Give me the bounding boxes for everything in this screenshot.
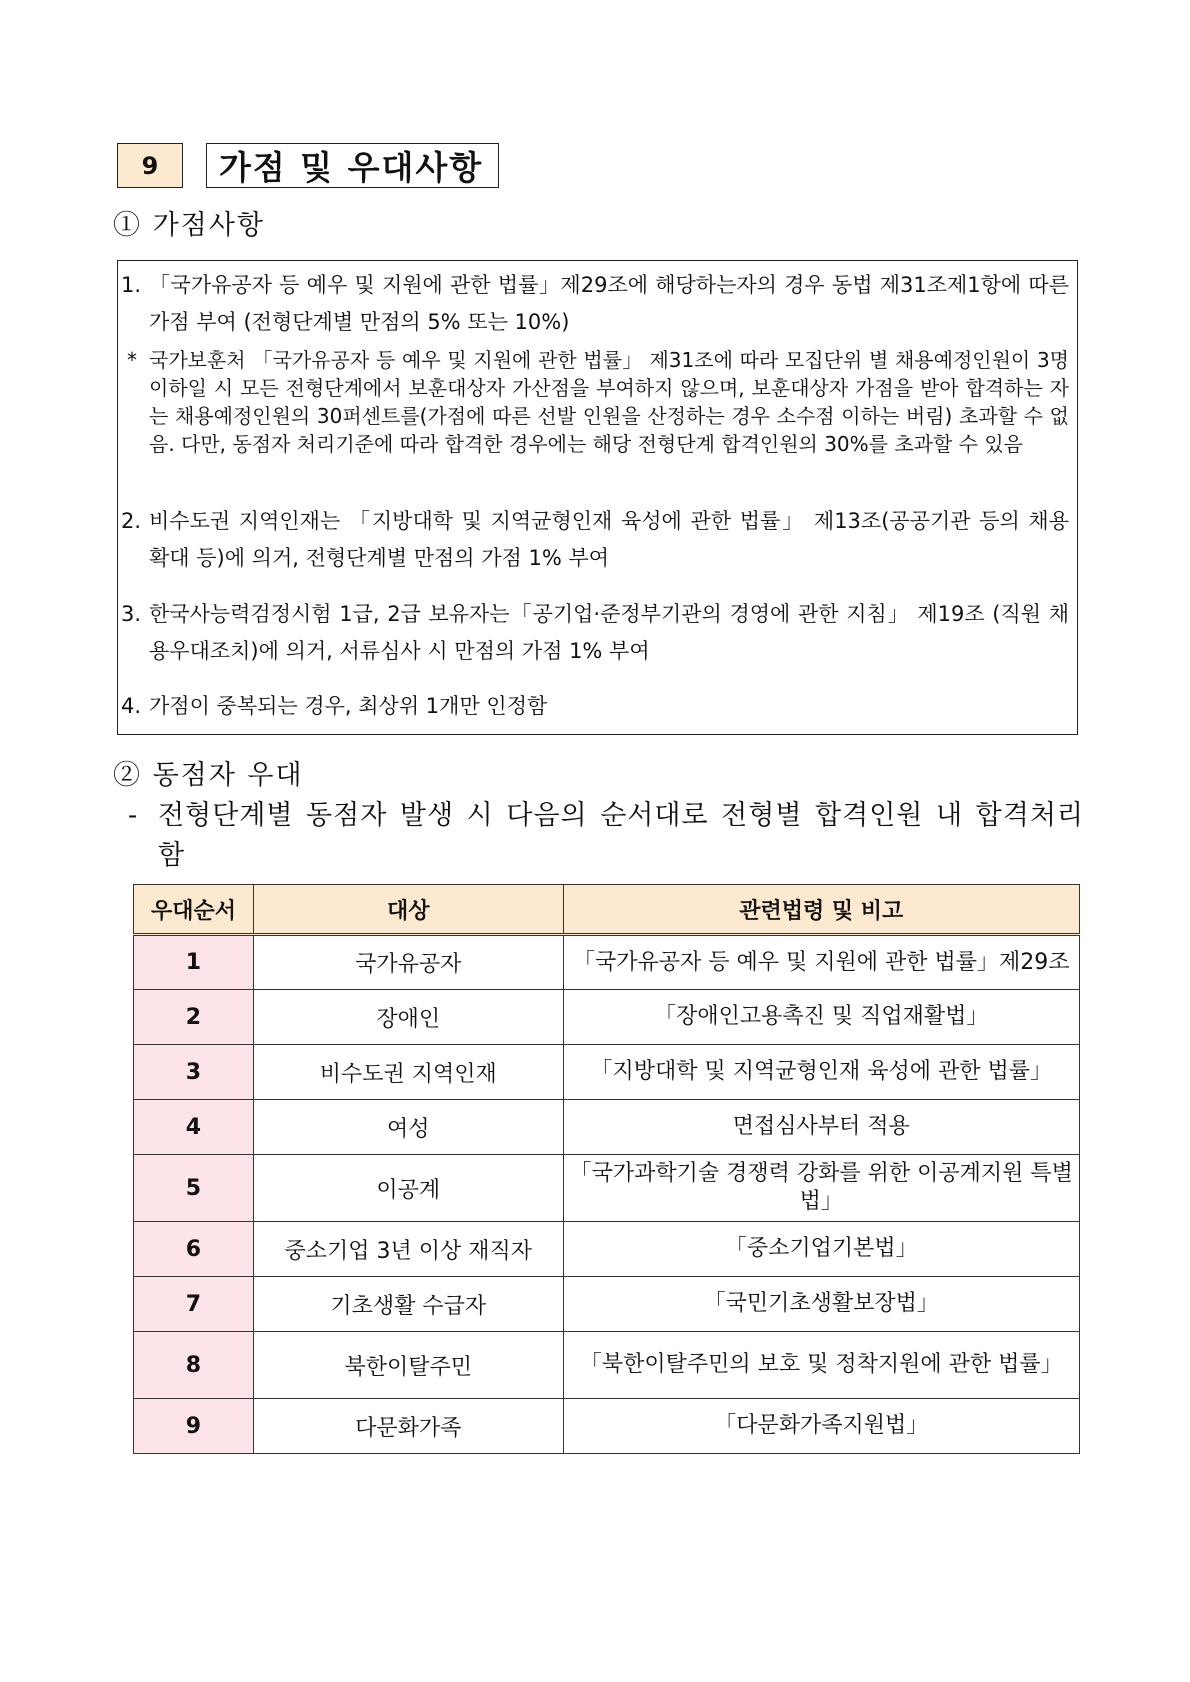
law-cell: 「다문화가족지원법」 [563,1399,1079,1454]
bonus-item-1 [121,267,1069,341]
target-cell: 북한이탈주민 [253,1332,563,1399]
header-order: 우대순서 [134,885,254,935]
target-cell: 다문화가족 [253,1399,563,1454]
bonus-item-3 [121,596,1069,670]
bonus-item-text: 한국사능력검정시험 1급, 2급 보유자는「공기업·준정부기관의 경영에 관한 지침」 제19조 (직원 채용우대조치)에 의거, 서류심사 시 만점의 가점 1% 부여 [149,602,1069,663]
section-number: 9 [117,143,183,188]
bonus-item-number: 3. [121,602,142,626]
table-row [134,1277,1080,1332]
order-cell: 9 [134,1399,254,1454]
law-cell: 「중소기업기본법」 [563,1222,1079,1277]
header-target: 대상 [253,885,563,935]
tie-description-text: 전형단계별 동점자 발생 시 다음의 순서대로 전형별 합격인원 내 합격처리 함 [158,800,1084,871]
table-row [134,1222,1080,1277]
table-row [134,1045,1080,1100]
bonus-box [117,260,1078,735]
table-row [134,1332,1080,1399]
order-cell: 8 [134,1332,254,1399]
table-row [134,1399,1080,1454]
law-cell: 「국민기초생활보장법」 [563,1277,1079,1332]
note-text: 국가보훈처 「국가유공자 등 예우 및 지원에 관한 법률」 제31조에 따라 모집단위 별 채용예정인원이 3명 이하일 시 모든 전형단계에서 보훈대상자 가산점을 부여하지 않으며, 보훈대상자 가점을 받아 합격하는 자는 채용예정인원의 30퍼센트를(가점에 따른 선발 인원을 산정하는 경우 소수점 이하는 버림) 초과할 수 없음. 다만, 동점자 처리기준에 따라 합격한 경우에는 해당 전형단계 합격인원의 30%를 초과할 수 있음 [149,348,1069,456]
bonus-item-number: 1. [121,273,142,297]
bonus-item-text: 비수도권 지역인재는 「지방대학 및 지역균형인재 육성에 관한 법률」 제13조(공공기관 등의 채용 확대 등)에 의거, 전형단계별 만점의 가점 1% 부여 [149,509,1069,570]
bonus-item-text: 가점이 중복되는 경우, 최상위 1개만 인정함 [149,694,548,718]
law-cell: 「장애인고용촉진 및 직업재활법」 [563,990,1079,1045]
note-mark: * [127,348,137,372]
order-cell: 6 [134,1222,254,1277]
target-cell: 장애인 [253,990,563,1045]
law-cell: 면접심사부터 적용 [563,1100,1079,1155]
order-cell: 3 [134,1045,254,1100]
target-cell: 중소기업 3년 이상 재직자 [253,1222,563,1277]
header-law: 관련법령 및 비고 [563,885,1079,935]
bonus-note [127,346,1069,458]
tie-description [128,796,1084,876]
order-cell: 2 [134,990,254,1045]
bonus-item-2 [121,503,1069,577]
order-cell: 5 [134,1155,254,1222]
order-cell: 7 [134,1277,254,1332]
table-row [134,990,1080,1045]
table-row [134,1100,1080,1155]
law-cell: 「지방대학 및 지역균형인재 육성에 관한 법률」 [563,1045,1079,1100]
bonus-heading: ① 가점사항 [113,210,265,241]
dash-mark: - [128,800,139,831]
law-cell: 「국가유공자 등 예우 및 지원에 관한 법률」제29조 [563,935,1079,990]
table-row [134,935,1080,990]
order-cell: 4 [134,1100,254,1155]
target-cell: 여성 [253,1100,563,1155]
bonus-item-4 [121,688,1069,725]
target-cell: 기초생활 수급자 [253,1277,563,1332]
bonus-item-number: 2. [121,509,142,533]
target-cell: 이공계 [253,1155,563,1222]
section-title: 가점 및 우대사항 [206,143,499,188]
table-header-row [134,885,1080,935]
target-cell: 비수도권 지역인재 [253,1045,563,1100]
bonus-item-text: 「국가유공자 등 예우 및 지원에 관한 법률」제29조에 해당하는자의 경우 동법 제31조제1항에 따른 가점 부여 (전형단계별 만점의 5% 또는 10%) [149,273,1069,334]
table-row [134,1155,1080,1222]
bonus-item-number: 4. [121,694,142,718]
law-cell: 「북한이탈주민의 보호 및 정착지원에 관한 법률」 [563,1332,1079,1399]
law-cell: 「국가과학기술 경쟁력 강화를 위한 이공계지원 특별법」 [563,1155,1079,1222]
tie-preference-table [133,884,1080,1454]
order-cell: 1 [134,935,254,990]
tie-heading: ② 동점자 우대 [113,760,304,791]
target-cell: 국가유공자 [253,935,563,990]
